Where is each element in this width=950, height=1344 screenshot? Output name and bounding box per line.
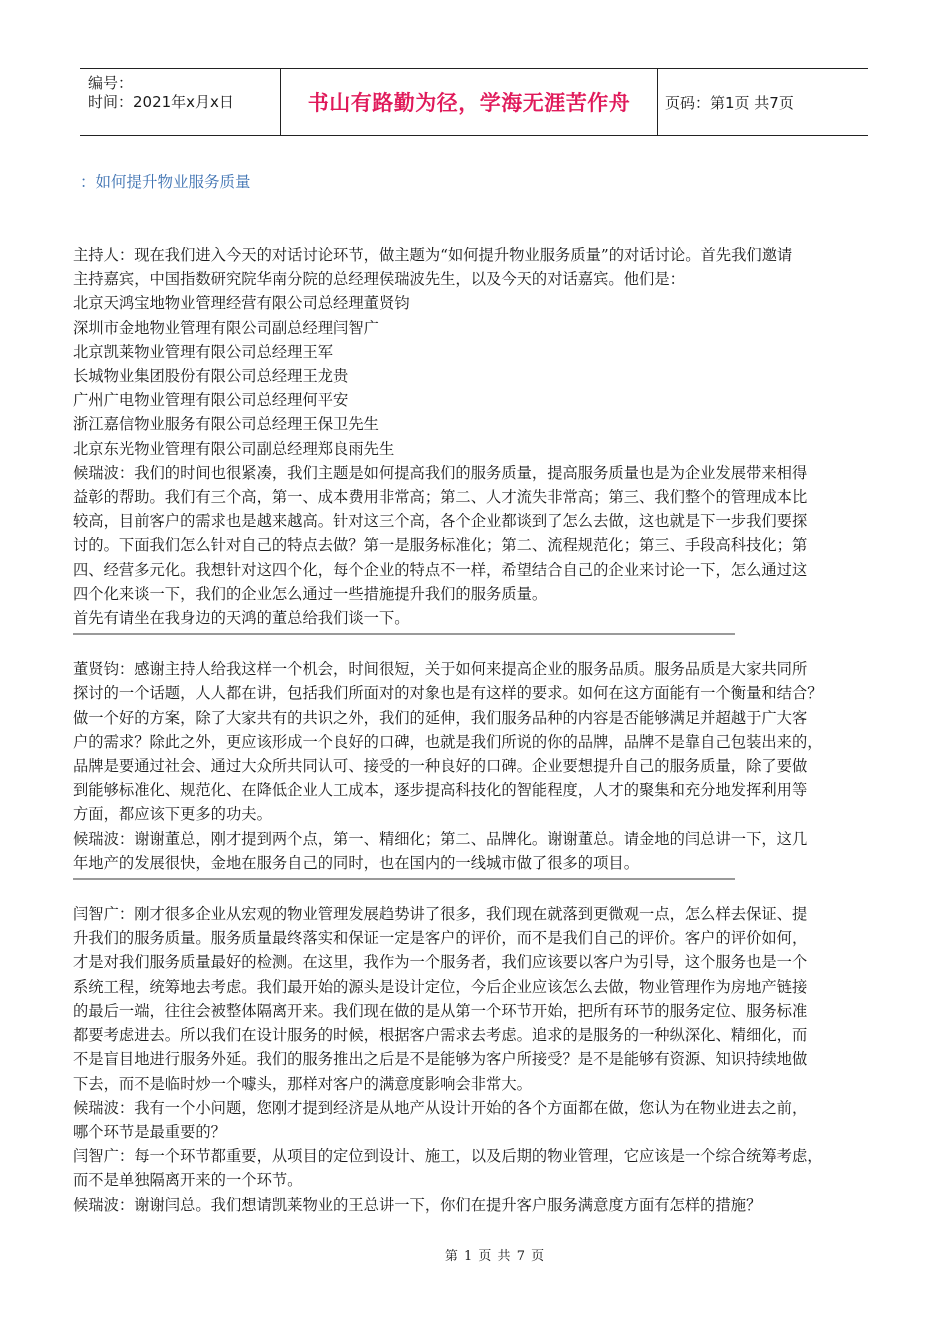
text-line: 才是对我们服务质量最好的检测。在这里，我作为一个服务者，我们应该要以客户为引导，这个服务也是一个 [73,953,808,972]
text-line: 候瑞波：谢谢闫总。我们想请凯莱物业的王总讲一下，你们在提升客户服务满意度方面有怎样的措施？ [73,1195,762,1214]
text-line: 较高，目前客户的需求也是越来越高。针对这三个高，各个企业都谈到了怎么去做，这也就是下一步我们要探 [73,512,808,531]
text-line: 下去，而不是临时炒一个噱头，那样对客户的满意度影响会非常大。 [73,1074,532,1093]
spacer [73,635,881,657]
text-line: 北京东光物业管理有限公司副总经理郑良雨先生 [73,439,395,458]
text-line: 系统工程，统筹地去考虑。我们最开始的源头是设计定位，今后企业应该怎么去做，物业管理作为房地产链接 [73,977,808,996]
text-line: 讨的。下面我们怎么针对自己的特点去做？第一是服务标准化；第二、流程规范化；第三、手段高科技化；第 [73,536,808,555]
text-line: 浙江嘉信物业服务有限公司总经理王保卫先生 [73,415,379,434]
document-body [73,243,881,1217]
date-label: 时间：2021年x月x日 [88,93,234,111]
text-line: 北京天鸿宝地物业管理经营有限公司总经理董贤钧 [73,294,410,313]
text-line: 升我们的服务质量。服务质量最终落实和保证一定是客户的评价，而不是我们自己的评价。客户的评价如何， [73,929,808,948]
page-header [80,68,868,136]
text-line: 主持人：现在我们进入今天的对话讨论环节，做主题为“如何提升物业服务质量”的对话讨论。首先我们邀请 [73,246,793,264]
text-line: 长城物业集团股份有限公司总经理王龙贵 [73,367,349,386]
page-footer: 第 1 页 共 7 页 [444,1249,546,1264]
text-line: 北京凯莱物业管理有限公司总经理王军 [73,342,334,361]
text-line: 户的需求？除此之外，更应该形成一个良好的口碑，也就是我们所说的你的品牌，品牌不是靠自己包装出来的， [73,732,823,751]
text-line: 品牌是要通过社会、通过大众所共同认可、接受的一种良好的口碑。企业要想提升自己的服务质量，除了要做 [73,757,808,776]
text-line: 不是盲目地进行服务外延。我们的服务推出之后是不是能够为客户所接受？是不是能够有资源、知识持续地做 [73,1050,808,1069]
text-line: 四个化来谈一下，我们的企业怎么通过一些措施提升我们的服务质量。 [73,584,548,603]
text-line: 四、经营多元化。我想针对这四个化，每个企业的特点不一样，希望结合自己的企业来讨论一下，怎么通过这 [73,560,808,579]
header-meta [80,69,281,135]
text-line: 都要考虑进去。所以我们在设计服务的时候，根据客户需求去考虑。追求的是服务的一种纵深化、精细化，而 [73,1026,808,1045]
text-line: 深圳市金地物业管理有限公司副总经理闫智广 [73,318,379,337]
dialogue-block [73,902,881,1217]
text-line: 哪个环节是最重要的？ [73,1122,226,1141]
text-line: 候瑞波：我有一个小问题，您刚才提到经济是从地产从设计开始的各个方面都在做，您认为在物业进去之前， [73,1098,808,1117]
text-line: 做一个好的方案，除了大家共有的共识之外，我们的延伸，我们服务品种的内容是否能够满足并超越于广大客 [73,708,808,727]
text-line: 候瑞波：我们的时间也很紧凑，我们主题是如何提高我们的服务质量，提高服务质量也是为企业发展带来相得 [73,463,808,482]
text-line: 探讨的一个话题，人人都在讲，包括我们所面对的对象也是有这样的要求。如何在这方面能有一个衡量和结合？ [73,684,823,703]
text-line: 闫智广：每一个环节都重要，从项目的定位到设计、施工，以及后期的物业管理，它应该是一个综合统筹考虑， [73,1147,823,1166]
text-line: 到能够标准化、规范化、在降低企业人工成本，逐步提高科技化的智能程度，人才的聚集和充分地发挥利用等 [73,781,808,800]
header-motto-cell [281,69,658,135]
text-line: 主持嘉宾，中国指数研究院华南分院的总经理侯瑞波先生，以及今天的对话嘉宾。他们是： [73,270,685,289]
spacer [73,880,881,902]
text-line: 年地产的发展很快，金地在服务自己的同时，也在国内的一线城市做了很多的项目。 [73,853,639,872]
text-line: 广州广电物业管理有限公司总经理何平安 [73,391,349,410]
text-line: 董贤钧：感谢主持人给我这样一个机会，时间很短，关于如何来提高企业的服务品质。服务品质是大家共同所 [73,660,808,679]
text-line: 益彰的帮助。我们有三个高，第一、成本费用非常高；第二、人才流失非常高；第三、我们整个的管理成本比 [73,488,808,507]
serial-label: 编号： [88,74,134,92]
dialogue-block [73,657,881,875]
text-line: 首先有请坐在我身边的天鸿的董总给我们谈一下。 [73,609,410,628]
motto: 书山有路勤为径，学海无涯苦作舟 [307,91,631,115]
document-title: ：如何提升物业服务质量 [80,173,251,191]
page-indicator: 页码：第1页 共7页 [665,93,794,112]
text-line: 的最后一端，往往会被整体隔离开来。我们现在做的是从第一个环节开始，把所有环节的服务定位、服务标准 [73,1001,808,1020]
header-page-cell [658,69,875,135]
text-line: 闫智广：刚才很多企业从宏观的物业管理发展趋势讲了很多，我们现在就落到更微观一点，怎么样去保证、提 [73,905,808,924]
text-line: 方面，都应该下更多的功夫。 [73,805,272,824]
text-line: 而不是单独隔离开来的一个环节。 [73,1171,303,1190]
dialogue-block [73,243,881,630]
text-line: 候瑞波：谢谢董总，刚才提到两个点，第一、精细化；第二、品牌化。谢谢董总。请金地的闫总讲一下，这几 [73,829,808,848]
